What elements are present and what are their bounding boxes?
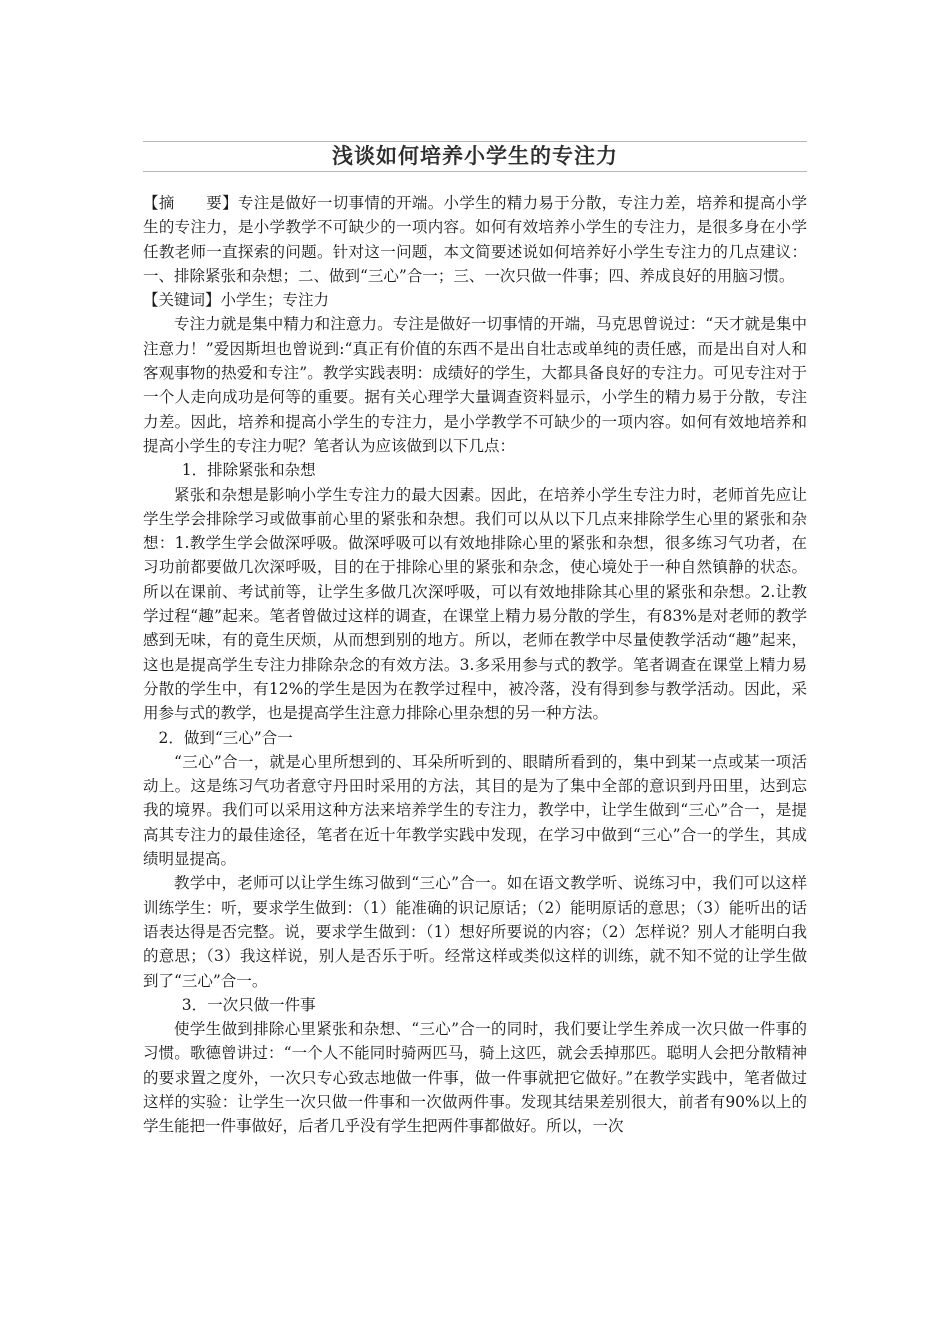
- section-3-paragraph: 使学生做到排除心里紧张和杂想、“三心”合一的同时，我们要让学生养成一次只做一件事的习惯。歌德曾讲过：“一个人不能同时骑两匹马，骑上这匹，就会丢掉那匹。聪明人会把分散精神的要求置之度外，一次只专心致志地做一件事，做一件事就把它做好。”在教学实践中，笔者做过这样的实验：让学生一次只做一件事和一次做两件事。发现其结果差别很大，前者有90%以上的学生能把一件事做好，后者几乎没有学生把两件事都做好。所以，一次: [143, 1020, 807, 1136]
- keywords-line: 【关键词】小学生；专注力: [143, 291, 330, 310]
- title-bottom-rule: [143, 171, 807, 172]
- section-3-heading: 3．一次只做一件事: [181, 995, 316, 1014]
- section-2-heading: 2．做到“三心”合一: [158, 728, 293, 747]
- section-1-heading: 1．排除紧张和杂想: [181, 461, 316, 480]
- section-2-paragraph-2: 教学中，老师可以让学生练习做到“三心”合一。如在语文教学听、说练习中，我们可以这样训练学生：听，要求学生做到：（1）能准确的识记原话；（2）能明原话的意思；（3）能听出的话语表达得是否完整。说，要求学生做到：（1）想好所要说的内容；（2）怎样说？别人才能明白我的意思；（3）我这样说，别人是否乐于听。经常这样或类似这样的训练，就不知不觉的让学生做到了“三心”合一。: [143, 874, 807, 990]
- document-body: [143, 191, 807, 1139]
- section-2-paragraph-1: “三心”合一，就是心里所想到的、耳朵所听到的、眼睛所看到的，集中到某一点或某一项活动上。这是练习气功者意守丹田时采用的方法，其目的是为了集中全部的意识到丹田里，达到忘我的境界。我们可以采用这种方法来培养学生的专注力，教学中，让学生做到“三心”合一，是提高其专注力的最佳途径，笔者在近十年教学实践中发现，在学习中做到“三心”合一的学生，其成绩明显提高。: [143, 752, 807, 869]
- section-1-paragraph: 紧张和杂想是影响小学生专注力的最大因素。因此，在培养小学生专注力时，老师首先应让学生学会排除学习或做事前心里的紧张和杂想。我们可以从以下几点来排除学生心里的紧张和杂想：1.教学生学会做深呼吸。做深呼吸可以有效地排除心里的紧张和杂想，很多练习气功者，在习功前都要做几次深呼吸，目的在于排除心里的紧张和杂念，使心境处于一种自然镇静的状态。所以在课前、考试前等，让学生多做几次深呼吸，可以有效地排除其心里的紧张和杂想。2.让教学过程“趣”起来。笔者曾做过这样的调查，在课堂上精力易分散的学生，有83%是对老师的教学感到无味，有的竟生厌烦，从而想到别的地方。所以，老师在教学中尽量使教学活动“趣”起来，这也是提高学生专注力排除杂念的有效方法。3.多采用参与式的教学。笔者调查在课堂上精力易分散的学生中，有12%的学生是因为在教学过程中，被冷落，没有得到参与教学活动。因此，采用参与式的教学，也是提高学生注意力排除心里杂想的另一种方法。: [143, 485, 807, 723]
- intro-paragraph: 专注力就是集中精力和注意力。专注是做好一切事情的开端，马克思曾说过：“天才就是集中注意力！”爱因斯坦也曾说到:“真正有价值的东西不是出自壮志或单纯的责任感，而是出自对人和客观事物的热爱和专注”。教学实践表明：成绩好的学生，大都具备良好的专注力。可见专注对于一个人走向成功是何等的重要。据有关心理学大量调查资料显示，小学生的精力易于分散，专注力差。因此，培养和提高小学生的专注力，是小学教学不可缺少的一项内容。如何有效地培养和提高小学生的专注力呢？笔者认为应该做到以下几点：: [143, 315, 807, 455]
- document-title: 浅谈如何培养小学生的专注力: [332, 144, 618, 168]
- abstract-paragraph: 【摘 要】专注是做好一切事情的开端。小学生的精力易于分散，专注力差，培养和提高小学生的专注力，是小学教学不可缺少的一项内容。如何有效培养小学生的专注力，是很多身在小学任教老师一直探索的问题。针对这一问题，本文简要述说如何培养好小学生专注力的几点建议：一、排除紧张和杂想；二、做到“三心”合一；三、一次只做一件事；四、养成良好的用脑习惯。: [143, 194, 807, 285]
